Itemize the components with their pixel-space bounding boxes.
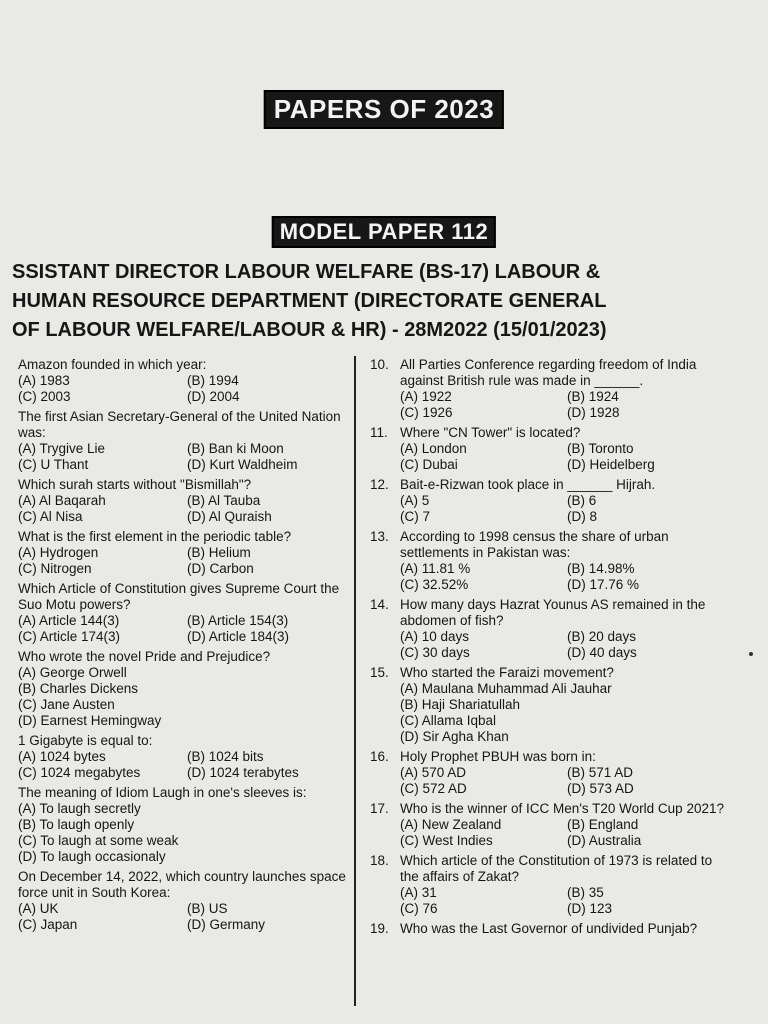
question-text: The meaning of Idiom Laugh in one's sleeves is: bbox=[18, 785, 307, 800]
question-text: Which Article of Constitution gives Supreme Court the Suo Motu powers? bbox=[18, 581, 340, 612]
options bbox=[18, 801, 348, 865]
option: (A) George Orwell bbox=[18, 665, 127, 680]
question bbox=[370, 425, 726, 473]
option: (D) To laugh occasionaly bbox=[18, 849, 166, 864]
title-line: HUMAN RESOURCE DEPARTMENT (DIRECTORATE GENERAL bbox=[12, 290, 607, 312]
question-text: According to 1998 census the share of urban settlements in Pakistan was: bbox=[400, 529, 669, 560]
options bbox=[400, 389, 726, 421]
option: (A) Hydrogen bbox=[18, 545, 99, 560]
question-number: 15. bbox=[370, 665, 389, 680]
option: (B) 14.98% bbox=[567, 561, 635, 576]
question-text: Who is the winner of ICC Men's T20 World Cup 2021? bbox=[400, 801, 724, 816]
column-divider bbox=[354, 356, 356, 1006]
question-text: Where "CN Tower" is located? bbox=[400, 425, 581, 440]
option: (C) Allama Iqbal bbox=[400, 713, 497, 728]
question-number: 13. bbox=[370, 529, 389, 544]
option: (C) Article 174(3) bbox=[18, 629, 121, 644]
option: (D) 1928 bbox=[567, 405, 620, 420]
option: (C) U Thant bbox=[18, 457, 89, 472]
question-text: How many days Hazrat Younus AS remained in the abdomen of fish? bbox=[400, 597, 706, 628]
option: (C) 2003 bbox=[18, 389, 71, 404]
option: (B) 571 AD bbox=[567, 765, 634, 780]
title-line: OF LABOUR WELFARE/LABOUR & HR) - 28M2022 (15/01/2023) bbox=[12, 319, 607, 341]
option: (A) 11.81 % bbox=[400, 561, 471, 576]
question-text: Holy Prophet PBUH was born in: bbox=[400, 749, 596, 764]
option: (C) 1926 bbox=[400, 405, 453, 420]
question bbox=[370, 357, 726, 421]
option: (B) 1994 bbox=[187, 373, 239, 388]
option: (D) Heidelberg bbox=[567, 457, 655, 472]
question bbox=[18, 869, 348, 933]
banner-papers-year: PAPERS OF 2023 bbox=[264, 90, 504, 129]
option: (A) UK bbox=[18, 901, 59, 916]
option: (B) US bbox=[187, 901, 228, 916]
question bbox=[18, 733, 348, 781]
option: (C) Dubai bbox=[400, 457, 458, 472]
question-number: 19. bbox=[370, 921, 389, 936]
options bbox=[400, 681, 726, 745]
options bbox=[18, 373, 348, 405]
question-number: 10. bbox=[370, 357, 389, 372]
option: (D) 573 AD bbox=[567, 781, 634, 796]
question-number: 14. bbox=[370, 597, 389, 612]
option: (B) Charles Dickens bbox=[18, 681, 139, 696]
question-text: Who was the Last Governor of undivided Punjab? bbox=[400, 921, 698, 936]
option: (C) To laugh at some weak bbox=[18, 833, 179, 848]
question bbox=[18, 581, 348, 645]
question bbox=[18, 357, 348, 405]
option: (A) 570 AD bbox=[400, 765, 467, 780]
question-text: Amazon founded in which year: bbox=[18, 357, 207, 372]
option: (D) Kurt Waldheim bbox=[187, 457, 298, 472]
question bbox=[370, 801, 726, 849]
option: (B) Toronto bbox=[567, 441, 634, 456]
option: (D) 2004 bbox=[187, 389, 240, 404]
option: (B) England bbox=[567, 817, 639, 832]
option: (D) 17.76 % bbox=[567, 577, 640, 592]
option: (A) London bbox=[400, 441, 467, 456]
option: (B) Haji Shariatullah bbox=[400, 697, 521, 712]
option: (D) 123 bbox=[567, 901, 613, 916]
option: (D) Australia bbox=[567, 833, 642, 848]
option: (D) Germany bbox=[187, 917, 266, 932]
option: (A) 1024 bytes bbox=[18, 749, 106, 764]
option: (C) Al Nisa bbox=[18, 509, 83, 524]
options bbox=[18, 613, 348, 645]
option: (A) Article 144(3) bbox=[18, 613, 120, 628]
question bbox=[18, 529, 348, 577]
options bbox=[18, 493, 348, 525]
option: (A) 10 days bbox=[400, 629, 470, 644]
option: (B) 1924 bbox=[567, 389, 619, 404]
question bbox=[18, 409, 348, 473]
options bbox=[400, 817, 726, 849]
option: (D) Al Quraish bbox=[187, 509, 272, 524]
question bbox=[370, 477, 726, 525]
options bbox=[400, 765, 726, 797]
option: (D) Article 184(3) bbox=[187, 629, 290, 644]
options bbox=[400, 561, 726, 593]
option: (A) 31 bbox=[400, 885, 437, 900]
options bbox=[18, 665, 348, 729]
option: (B) Ban ki Moon bbox=[187, 441, 284, 456]
options bbox=[400, 629, 726, 661]
option: (B) 20 days bbox=[567, 629, 637, 644]
option: (B) 6 bbox=[567, 493, 597, 508]
question-text: 1 Gigabyte is equal to: bbox=[18, 733, 153, 748]
left-column bbox=[18, 357, 348, 937]
options bbox=[18, 545, 348, 577]
question-number: 11. bbox=[370, 425, 388, 440]
option: (D) Carbon bbox=[187, 561, 254, 576]
question bbox=[370, 749, 726, 797]
option: (B) Al Tauba bbox=[187, 493, 261, 508]
option: (C) 572 AD bbox=[400, 781, 467, 796]
question-number: 16. bbox=[370, 749, 389, 764]
question-number: 17. bbox=[370, 801, 389, 816]
question bbox=[370, 853, 726, 917]
question bbox=[18, 649, 348, 729]
option: (D) 1024 terabytes bbox=[187, 765, 299, 780]
option: (C) 7 bbox=[400, 509, 430, 524]
title-line: SSISTANT DIRECTOR LABOUR WELFARE (BS-17) LABOUR & bbox=[12, 261, 601, 283]
option: (C) 76 bbox=[400, 901, 438, 916]
option: (B) Helium bbox=[187, 545, 251, 560]
question-text: Which surah starts without "Bismillah"? bbox=[18, 477, 252, 492]
options bbox=[18, 441, 348, 473]
question-text: Who started the Faraizi movement? bbox=[400, 665, 614, 680]
option: (C) Jane Austen bbox=[18, 697, 115, 712]
option: (A) 5 bbox=[400, 493, 430, 508]
option: (C) 1024 megabytes bbox=[18, 765, 141, 780]
options bbox=[18, 749, 348, 781]
option: (A) Al Baqarah bbox=[18, 493, 106, 508]
option: (C) Nitrogen bbox=[18, 561, 92, 576]
option: (C) 30 days bbox=[400, 645, 470, 660]
question-text: What is the first element in the periodic table? bbox=[18, 529, 292, 544]
options bbox=[400, 885, 726, 917]
option: (B) Article 154(3) bbox=[187, 613, 289, 628]
option: (D) 8 bbox=[567, 509, 597, 524]
option: (B) 35 bbox=[567, 885, 604, 900]
option: (A) To laugh secretly bbox=[18, 801, 141, 816]
option: (D) Earnest Hemingway bbox=[18, 713, 162, 728]
options bbox=[400, 441, 726, 473]
option: (A) 1983 bbox=[18, 373, 70, 388]
options bbox=[18, 901, 348, 933]
option: (A) New Zealand bbox=[400, 817, 502, 832]
question-number: 12. bbox=[370, 477, 389, 492]
question-text: On December 14, 2022, which country launches space force unit in South Korea: bbox=[18, 869, 346, 900]
option: (C) West Indies bbox=[400, 833, 493, 848]
option: (D) Sir Agha Khan bbox=[400, 729, 509, 744]
option: (A) 1922 bbox=[400, 389, 452, 404]
question bbox=[18, 785, 348, 865]
question bbox=[370, 665, 726, 745]
option: (B) 1024 bits bbox=[187, 749, 264, 764]
bullet-mark bbox=[749, 652, 753, 656]
question bbox=[370, 597, 726, 661]
question bbox=[370, 921, 726, 937]
option: (D) 40 days bbox=[567, 645, 637, 660]
option: (A) Maulana Muhammad Ali Jauhar bbox=[400, 681, 612, 696]
question-text: Bait-e-Rizwan took place in ______ Hijrah. bbox=[400, 477, 656, 492]
option: (C) Japan bbox=[18, 917, 78, 932]
options bbox=[400, 493, 726, 525]
right-column bbox=[370, 357, 726, 941]
question-number: 18. bbox=[370, 853, 389, 868]
banner-model-paper: MODEL PAPER 112 bbox=[272, 216, 496, 248]
question bbox=[370, 529, 726, 593]
paper-title bbox=[12, 258, 764, 345]
question-text: All Parties Conference regarding freedom of India against British rule was made in ______. bbox=[400, 357, 697, 388]
question bbox=[18, 477, 348, 525]
option: (A) Trygive Lie bbox=[18, 441, 106, 456]
option: (B) To laugh openly bbox=[18, 817, 135, 832]
question-text: Which article of the Constitution of 1973 is related to the affairs of Zakat? bbox=[400, 853, 713, 884]
question-text: Who wrote the novel Pride and Prejudice? bbox=[18, 649, 271, 664]
question-text: The first Asian Secretary-General of the United Nation was: bbox=[18, 409, 341, 440]
option: (C) 32.52% bbox=[400, 577, 469, 592]
